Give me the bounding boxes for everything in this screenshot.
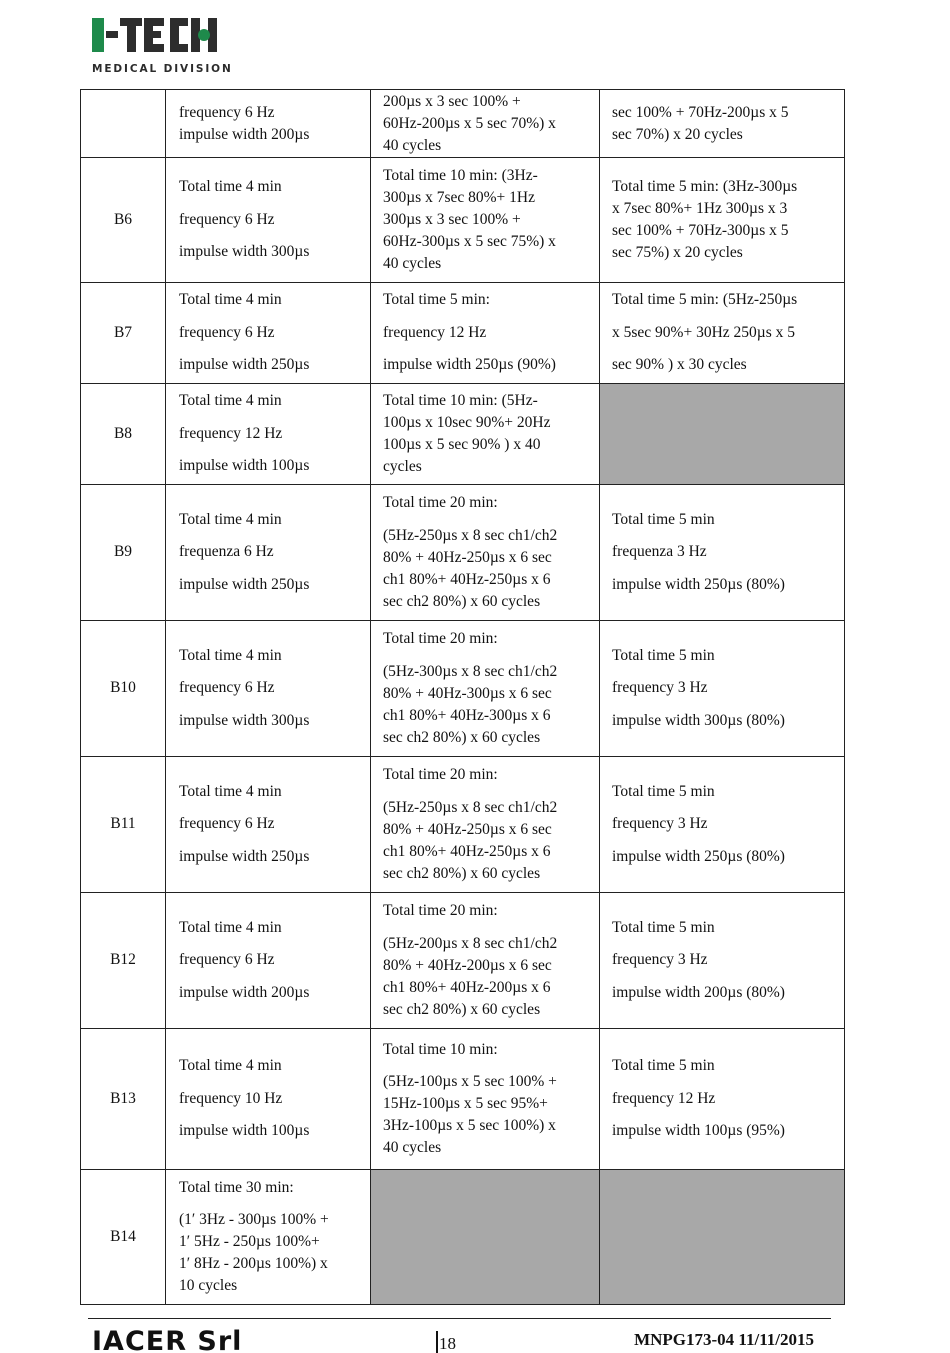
phase-lines xyxy=(383,1071,595,1159)
phase-lines xyxy=(383,165,595,275)
phase-heading: Total time 30 min: xyxy=(179,1178,294,1196)
program-code-cell xyxy=(81,90,166,158)
phase-1-cell xyxy=(166,621,371,757)
phase-line: Total time 4 min xyxy=(179,510,282,528)
phase-heading: Total time 20 min: xyxy=(383,902,498,920)
phase-1-cell xyxy=(166,283,371,384)
program-code-cell xyxy=(81,384,166,485)
phase-line: ch1 80%+ 40Hz-300µs x 6 xyxy=(383,706,551,724)
table-row xyxy=(81,158,845,283)
program-code: B6 xyxy=(113,210,133,228)
phase-2-cell xyxy=(371,384,600,485)
phase-line: frequency 12 Hz xyxy=(612,1089,716,1107)
phase-1-cell xyxy=(166,1170,371,1305)
phase-line: frequency 10 Hz xyxy=(179,1089,283,1107)
phase-line: impulse width 200µs xyxy=(179,983,310,1001)
phase-line: sec ch2 80%) x 60 cycles xyxy=(383,864,541,882)
phase-3-cell xyxy=(600,283,845,384)
phase-line: frequency 6 Hz xyxy=(179,951,275,969)
phase-line: ch1 80%+ 40Hz-250µs x 6 xyxy=(383,570,551,588)
phase-lines xyxy=(612,102,838,146)
phase-line: frequency 6 Hz xyxy=(179,210,275,228)
phase-line: 3Hz-100µs x 5 sec 100%) x xyxy=(383,1117,556,1135)
phase-line: ch1 80%+ 40Hz-200µs x 6 xyxy=(383,978,551,996)
page-number-value: 18 xyxy=(439,1334,456,1353)
i-tech-logo-mark xyxy=(92,16,232,62)
phase-line: 80% + 40Hz-250µs x 6 sec xyxy=(383,820,552,838)
phase-line: Total time 5 min xyxy=(612,782,715,800)
phase-3-cell xyxy=(600,384,845,485)
phase-line: (5Hz-250µs x 8 sec ch1/ch2 xyxy=(383,526,558,544)
program-code: B14 xyxy=(110,1227,136,1245)
phase-line: Total time 10 min: (3Hz- xyxy=(383,167,538,184)
phase-line: frequency 6 Hz xyxy=(179,679,275,697)
phase-line: 40 cycles xyxy=(383,1139,442,1157)
phase-2-cell xyxy=(371,1029,600,1170)
phase-line: (5Hz-200µs x 8 sec ch1/ch2 xyxy=(383,934,558,952)
phase-line: sec ch2 80%) x 60 cycles xyxy=(383,1000,541,1018)
phase-line: sec 90% ) x 30 cycles xyxy=(612,356,747,374)
phase-lines xyxy=(612,176,838,264)
phase-line: impulse width 100µs (95%) xyxy=(612,1122,785,1140)
phase-3-cell xyxy=(600,1029,845,1170)
phase-lines xyxy=(383,91,595,157)
phase-line: impulse width 200µs (80%) xyxy=(612,983,785,1001)
phase-lines xyxy=(383,797,595,885)
phase-line: x 5sec 90%+ 30Hz 250µs x 5 xyxy=(612,323,795,341)
phase-2-cell xyxy=(371,90,600,158)
phase-line: frequenza 6 Hz xyxy=(179,543,274,561)
phase-line: frequency 3 Hz xyxy=(612,679,708,697)
phase-line: impulse width 200µs xyxy=(179,125,310,143)
phase-line: impulse width 250µs (90%) xyxy=(383,356,556,374)
phase-line: impulse width 300µs (80%) xyxy=(612,711,785,729)
phase-line: 100µs x 10sec 90%+ 20Hz xyxy=(383,414,551,431)
page-number xyxy=(436,1331,456,1353)
program-code-cell xyxy=(81,757,166,893)
phase-line: frequency 6 Hz xyxy=(179,103,275,121)
phase-line: Total time 4 min xyxy=(179,782,282,800)
phase-2-cell xyxy=(371,893,600,1029)
phase-line: 10 cycles xyxy=(179,1277,238,1295)
phase-lines xyxy=(383,661,595,749)
phase-1-cell xyxy=(166,1029,371,1170)
program-code-cell xyxy=(81,485,166,621)
phase-line: frequency 3 Hz xyxy=(612,815,708,833)
table-row xyxy=(81,621,845,757)
phase-line: 40 cycles xyxy=(383,136,442,154)
phase-line: Total time 4 min xyxy=(179,178,282,196)
program-code: B13 xyxy=(110,1089,136,1107)
settings-table xyxy=(80,89,845,1305)
program-code-cell xyxy=(81,158,166,283)
phase-line: Total time 5 min xyxy=(612,510,715,528)
program-code-cell xyxy=(81,893,166,1029)
phase-line: x 7sec 80%+ 1Hz 300µs x 3 xyxy=(612,200,788,217)
phase-line: impulse width 100µs xyxy=(179,457,310,475)
phase-3-cell xyxy=(600,158,845,283)
phase-2-cell xyxy=(371,283,600,384)
phase-line: 100µs x 5 sec 90% ) x 40 xyxy=(383,436,541,453)
footer-company: IACER Srl xyxy=(92,1328,243,1353)
phase-line: Total time 5 min xyxy=(612,918,715,936)
phase-line: Total time 5 min xyxy=(612,1057,715,1075)
phase-lines xyxy=(612,289,838,376)
phase-line: (5Hz-300µs x 8 sec ch1/ch2 xyxy=(383,662,558,680)
phase-line: 15Hz-100µs x 5 sec 95%+ xyxy=(383,1095,548,1113)
phase-line: frequency 12 Hz xyxy=(179,424,283,442)
phase-line: 80% + 40Hz-200µs x 6 sec xyxy=(383,956,552,974)
phase-line: 1′ 5Hz - 250µs 100%+ xyxy=(179,1233,320,1251)
phase-lines xyxy=(612,1055,838,1142)
phase-line: (5Hz-250µs x 8 sec ch1/ch2 xyxy=(383,798,558,816)
phase-2-cell xyxy=(371,1170,600,1305)
program-code-cell xyxy=(81,283,166,384)
phase-heading: Total time 10 min: xyxy=(383,1040,498,1058)
phase-line: impulse width 250µs xyxy=(179,575,310,593)
table-row xyxy=(81,283,845,384)
phase-line: Total time 4 min xyxy=(179,392,282,410)
phase-1-cell xyxy=(166,757,371,893)
phase-line: impulse width 250µs xyxy=(179,847,310,865)
phase-3-cell xyxy=(600,757,845,893)
phase-lines xyxy=(612,645,838,732)
phase-heading: Total time 20 min: xyxy=(383,766,498,784)
phase-line: frequency 6 Hz xyxy=(179,323,275,341)
phase-line: ch1 80%+ 40Hz-250µs x 6 xyxy=(383,842,551,860)
phase-line: impulse width 300µs xyxy=(179,711,310,729)
phase-heading: Total time 20 min: xyxy=(383,630,498,648)
phase-line: Total time 5 min: (5Hz-250µs xyxy=(612,291,798,309)
phase-heading: Total time 20 min: xyxy=(383,494,498,512)
phase-1-cell xyxy=(166,893,371,1029)
program-code-cell xyxy=(81,1170,166,1305)
phase-line: frequency 12 Hz xyxy=(383,323,487,341)
phase-lines xyxy=(612,781,838,868)
program-code: B10 xyxy=(110,679,136,697)
phase-line: 40 cycles xyxy=(383,255,442,272)
phase-lines xyxy=(179,176,366,263)
phase-3-cell xyxy=(600,893,845,1029)
phase-line: sec 75%) x 20 cycles xyxy=(612,244,743,261)
program-code: B11 xyxy=(110,815,136,833)
program-code: B9 xyxy=(113,543,133,561)
program-code: B8 xyxy=(113,424,133,442)
phase-line: Total time 4 min xyxy=(179,291,282,309)
phase-line: 300µs x 7sec 80%+ 1Hz xyxy=(383,189,535,206)
phase-lines xyxy=(383,525,595,613)
phase-2-cell xyxy=(371,485,600,621)
phase-lines xyxy=(179,917,366,1004)
phase-3-cell xyxy=(600,621,845,757)
phase-lines xyxy=(179,781,366,868)
phase-line: Total time 5 min xyxy=(612,646,715,664)
table-row xyxy=(81,90,845,158)
phase-line: sec ch2 80%) x 60 cycles xyxy=(383,592,541,610)
phase-line: sec 100% + 70Hz-200µs x 5 xyxy=(612,103,789,121)
phase-line: 80% + 40Hz-250µs x 6 sec xyxy=(383,548,552,566)
logo-subtitle: MEDICAL DIVISION xyxy=(92,63,233,75)
phase-3-cell xyxy=(600,90,845,158)
phase-line: cycles xyxy=(383,458,422,475)
company-logo xyxy=(92,16,232,76)
phase-lines xyxy=(179,1055,366,1142)
phase-lines xyxy=(612,917,838,1004)
phase-2-cell xyxy=(371,158,600,283)
phase-1-cell xyxy=(166,384,371,485)
table-row xyxy=(81,1029,845,1170)
phase-lines xyxy=(179,509,366,596)
phase-lines xyxy=(383,390,595,478)
phase-line: Total time 5 min: xyxy=(383,291,490,309)
phase-line: sec 100% + 70Hz-300µs x 5 xyxy=(612,222,789,239)
phase-lines xyxy=(179,102,366,146)
phase-line: sec ch2 80%) x 60 cycles xyxy=(383,728,541,746)
phase-lines xyxy=(179,645,366,732)
phase-line: impulse width 250µs (80%) xyxy=(612,575,785,593)
phase-line: (5Hz-100µs x 5 sec 100% + xyxy=(383,1073,557,1091)
phase-line: impulse width 100µs xyxy=(179,1122,310,1140)
table-row xyxy=(81,1170,845,1305)
phase-line: frequency 3 Hz xyxy=(612,951,708,969)
phase-line: 60Hz-200µs x 5 sec 70%) x xyxy=(383,114,556,132)
phase-line: Total time 4 min xyxy=(179,646,282,664)
phase-line: impulse width 250µs xyxy=(179,356,310,374)
program-code-cell xyxy=(81,621,166,757)
phase-line: impulse width 300µs xyxy=(179,243,310,261)
phase-line: frequency 6 Hz xyxy=(179,815,275,833)
table-row xyxy=(81,893,845,1029)
phase-1-cell xyxy=(166,158,371,283)
phase-2-cell xyxy=(371,757,600,893)
program-code: B7 xyxy=(113,323,133,341)
phase-3-cell xyxy=(600,1170,845,1305)
phase-lines xyxy=(179,1209,366,1297)
phase-line: Total time 10 min: (5Hz- xyxy=(383,392,538,409)
phase-line: Total time 4 min xyxy=(179,918,282,936)
phase-line: impulse width 250µs (80%) xyxy=(612,847,785,865)
phase-line: 80% + 40Hz-300µs x 6 sec xyxy=(383,684,552,702)
phase-lines xyxy=(179,289,366,376)
phase-line: 300µs x 3 sec 100% + xyxy=(383,211,521,228)
phase-line: frequenza 3 Hz xyxy=(612,543,707,561)
phase-3-cell xyxy=(600,485,845,621)
phase-line: Total time 4 min xyxy=(179,1057,282,1075)
program-code-cell xyxy=(81,1029,166,1170)
program-code: B12 xyxy=(110,951,136,969)
phase-2-cell xyxy=(371,621,600,757)
table-row xyxy=(81,485,845,621)
phase-1-cell xyxy=(166,485,371,621)
page-bar-glyph xyxy=(436,1331,438,1353)
phase-line: (1′ 3Hz - 300µs 100% + xyxy=(179,1211,329,1229)
phase-line: 1′ 8Hz - 200µs 100%) x xyxy=(179,1255,328,1273)
document-code: MNPG173-04 11/11/2015 xyxy=(634,1330,814,1349)
phase-lines xyxy=(383,933,595,1021)
phase-line: 200µs x 3 sec 100% + xyxy=(383,92,521,110)
table-row xyxy=(81,757,845,893)
phase-line: Total time 5 min: (3Hz-300µs xyxy=(612,178,798,195)
phase-lines xyxy=(383,289,595,376)
phase-lines xyxy=(179,390,366,477)
footer-divider xyxy=(88,1318,831,1319)
phase-1-cell xyxy=(166,90,371,158)
phase-line: 60Hz-300µs x 5 sec 75%) x xyxy=(383,233,556,250)
phase-line: sec 70%) x 20 cycles xyxy=(612,125,743,143)
table-row xyxy=(81,384,845,485)
phase-lines xyxy=(612,509,838,596)
